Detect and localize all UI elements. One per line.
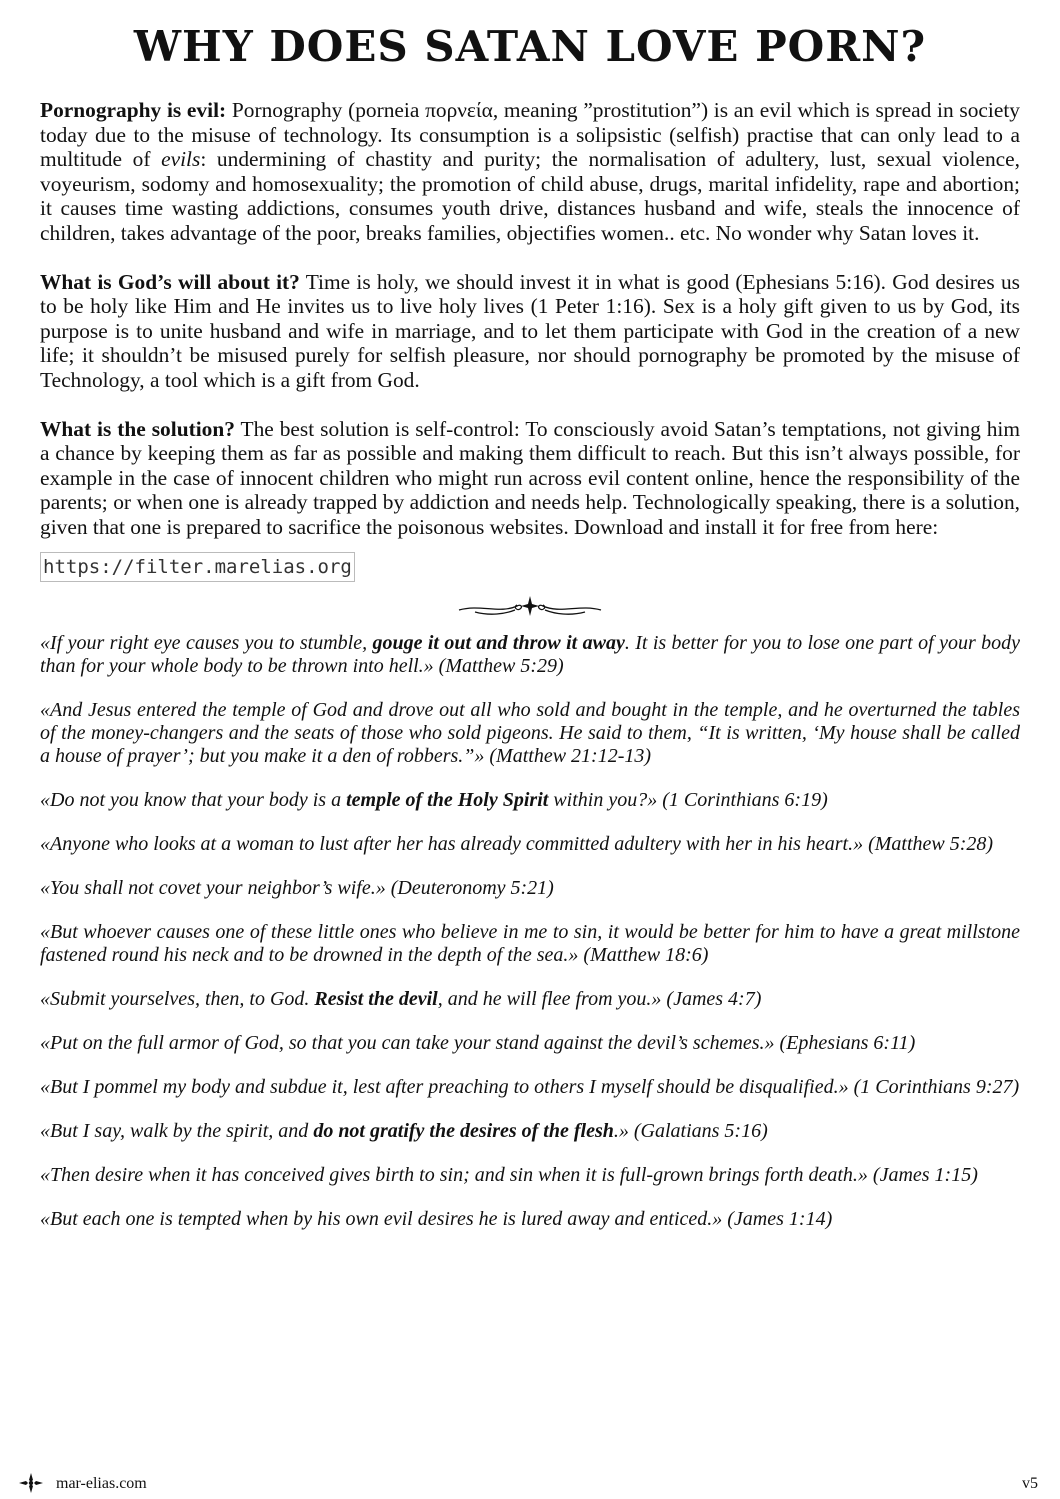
- quote-item: «But whoever causes one of these little ones who believe in me to sin, it would be better for him to have a great millstone fastened round his neck and to be drowned in the depth of the sea.» (Matthew 18:6): [40, 921, 1020, 967]
- section-heading: What is the solution?: [40, 416, 235, 441]
- section-heading: Pornography is evil:: [40, 98, 227, 122]
- quote-item: «Put on the full armor of God, so that you can take your stand against the devil’s schemes.» (Ephesians 6:11): [40, 1032, 916, 1055]
- quote-item: «Anyone who looks at a woman to lust after her has already committed adultery with her in his heart.» (Matthew 5:28): [40, 833, 994, 856]
- section-gods-will: [40, 270, 1020, 393]
- section-heading: What is God’s will about it?: [40, 269, 300, 294]
- footer-site-link[interactable]: mar-elias.com: [56, 1475, 147, 1492]
- page-title: WHY DOES SATAN LOVE PORN?: [133, 22, 927, 71]
- document-body: [40, 98, 1020, 1252]
- quote-item: «And Jesus entered the temple of God and drove out all who sold and bought in the temple, and he overturned the tables of the money-changers and the seats of those who sold pigeons. He said to them, “It is written, ‘My house shall be called a house of prayer’; but you make it a den of robbers.”» (Matthew 21:12-13): [40, 699, 1020, 768]
- quote-list: [40, 632, 1020, 1231]
- quote-item: «But I say, walk by the spirit, and do not gratify the desires of the flesh.» (Galatians 5:16): [40, 1120, 768, 1143]
- footer-version: v5: [1022, 1475, 1038, 1492]
- quote-item: «Then desire when it has conceived gives birth to sin; and sin when it is full-grown brings forth death.» (James 1:15): [40, 1164, 978, 1187]
- section-text: Pornography (porneia πορνεία, meaning ”prostitution”) is an evil which is spread in society today due to the misuse of technology. Its consumption is a solipsistic (selfish) practise that can only lead to a multitude of: [40, 98, 1020, 172]
- quote-item: «You shall not covet your neighbor’s wife.» (Deuteronomy 5:21): [40, 877, 554, 900]
- quote-item: «But each one is tempted when by his own evil desires he is lured away and enticed.» (James 1:14): [40, 1208, 833, 1231]
- quote-item: «If your right eye causes you to stumble, gouge it out and throw it away. It is better for you to lose one part of your body than for your whole body to be thrown into hell.» (Matthew 5:29): [40, 632, 1020, 678]
- quote-item: «Do not you know that your body is a temple of the Holy Spirit within you?» (1 Corinthians 6:19): [40, 789, 828, 812]
- section-solution: [40, 417, 1020, 540]
- section-text: : undermining of chastity and purity; the normalisation of adultery, lust, sexual violence, voyeurism, sodomy and homosexuality; the promotion of child abuse, drugs, marital infidelity, rape and abortion; it causes time wasting addictions, consumes youth drive, distances husband and wife, steals the innocence of children, takes advantage of the poor, breaks families, objectifies women.. etc. No wonder why Satan loves it.: [40, 147, 1020, 245]
- section-text: The best solution is self-control: To consciously avoid Satan’s temptations, not giving him a chance by keeping them as far as possible and making them difficult to reach. But this isn’t always possible, for example in the case of innocent children who might run across evil content online, hence the responsibility of the parents; or when one is already trapped by addiction and needs help. Technologically speaking, there is a solution, given that one is prepared to sacrifice the poisonous websites. Download and install it for free from here:: [40, 416, 1020, 539]
- filter-link[interactable]: https://filter.marelias.org: [40, 552, 355, 583]
- ornament-divider-icon: [455, 592, 605, 622]
- quote-item: «Submit yourselves, then, to God. Resist the devil, and he will flee from you.» (James 4:7): [40, 988, 762, 1011]
- section-emphasis: evils: [161, 147, 201, 172]
- section-pornography-is-evil: [40, 98, 1020, 246]
- cross-icon: [18, 1472, 44, 1494]
- section-text: Time is holy, we should invest it in what is good (Ephesians 5:16). God desires us to be holy like Him and He invites us to live holy lives (1 Peter 1:16). Sex is a holy gift given to us by God, its purpose is to unite husband and wife in marriage, and to let them participate with God in the creation of a new life; it shouldn’t be misused purely for selfish pleasure, nor should pornography be promoted by the misuse of Technology, a tool which is a gift from God.: [40, 269, 1021, 392]
- quote-item: «But I pommel my body and subdue it, lest after preaching to others I myself should be disqualified.» (1 Corinthians 9:27): [40, 1076, 1020, 1099]
